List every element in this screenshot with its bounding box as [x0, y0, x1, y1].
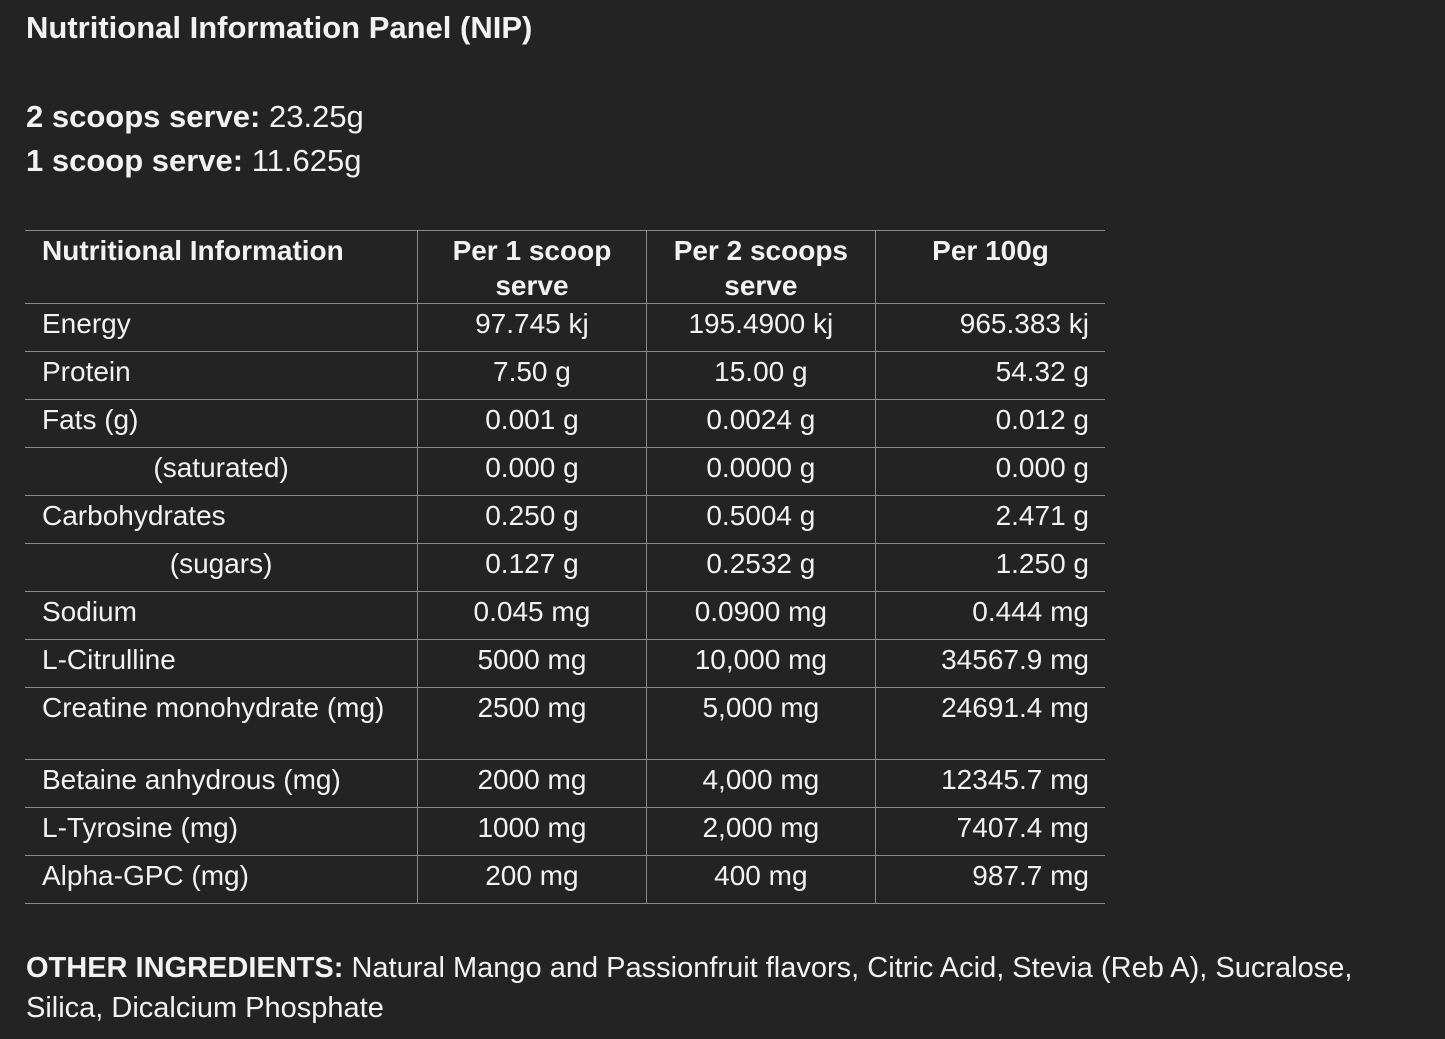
table-row — [25, 808, 1105, 856]
nutrient-name: Protein — [25, 352, 418, 400]
nutrient-name: (saturated) — [25, 448, 418, 496]
per-1-scoop-value: 0.001 g — [418, 400, 646, 448]
per-2-scoops-value: 0.0900 mg — [646, 592, 875, 640]
table-row — [25, 640, 1105, 688]
per-2-scoops-value: 0.2532 g — [646, 544, 875, 592]
panel-title: Nutritional Information Panel (NIP) — [26, 10, 533, 45]
nutrient-name: Betaine anhydrous (mg) — [25, 760, 418, 808]
per-100g-value: 54.32 g — [876, 352, 1105, 400]
per-1-scoop-value: 2500 mg — [418, 688, 646, 760]
table-row — [25, 448, 1105, 496]
per-2-scoops-value: 195.4900 kj — [646, 304, 875, 352]
serve-label: 1 scoop serve: — [26, 143, 244, 178]
per-100g-value: 12345.7 mg — [876, 760, 1105, 808]
per-1-scoop-value: 200 mg — [418, 856, 646, 904]
per-100g-value: 1.250 g — [876, 544, 1105, 592]
table-row — [25, 304, 1105, 352]
header-per-1-scoop: Per 1 scoop serve — [418, 231, 646, 304]
per-1-scoop-value: 5000 mg — [418, 640, 646, 688]
per-100g-value: 0.000 g — [876, 448, 1105, 496]
per-2-scoops-value: 0.5004 g — [646, 496, 875, 544]
table-row — [25, 592, 1105, 640]
header-nutritional-information: Nutritional Information — [25, 231, 418, 304]
per-2-scoops-value: 10,000 mg — [646, 640, 875, 688]
nutrient-name: Carbohydrates — [25, 496, 418, 544]
nutrient-name: L-Tyrosine (mg) — [25, 808, 418, 856]
other-ingredients — [26, 948, 1436, 1028]
table-row — [25, 688, 1105, 760]
nutrient-name: (sugars) — [25, 544, 418, 592]
per-2-scoops-value: 400 mg — [646, 856, 875, 904]
per-2-scoops-value: 0.0000 g — [646, 448, 875, 496]
per-2-scoops-value: 4,000 mg — [646, 760, 875, 808]
nutrient-name: Sodium — [25, 592, 418, 640]
serve-size-one-scoop — [26, 143, 362, 179]
table-row — [25, 400, 1105, 448]
table-row — [25, 856, 1105, 904]
per-1-scoop-value: 1000 mg — [418, 808, 646, 856]
per-2-scoops-value: 5,000 mg — [646, 688, 875, 760]
per-2-scoops-value: 0.0024 g — [646, 400, 875, 448]
per-1-scoop-value: 2000 mg — [418, 760, 646, 808]
per-100g-value: 34567.9 mg — [876, 640, 1105, 688]
table-row — [25, 544, 1105, 592]
per-1-scoop-value: 0.127 g — [418, 544, 646, 592]
per-100g-value: 0.012 g — [876, 400, 1105, 448]
per-2-scoops-value: 2,000 mg — [646, 808, 875, 856]
per-1-scoop-value: 0.045 mg — [418, 592, 646, 640]
other-ingredients-text: Natural Mango and Passionfruit flavors, Citric Acid, Stevia (Reb A), Sucralose, Silica, Dicalcium Phosphate — [26, 952, 1353, 1024]
table-row — [25, 496, 1105, 544]
header-per-2-scoops: Per 2 scoops serve — [646, 231, 875, 304]
table-header-row — [25, 231, 1105, 304]
per-2-scoops-value: 15.00 g — [646, 352, 875, 400]
serve-value: 23.25g — [268, 99, 364, 134]
per-100g-value: 2.471 g — [876, 496, 1105, 544]
per-1-scoop-value: 97.745 kj — [418, 304, 646, 352]
per-100g-value: 965.383 kj — [876, 304, 1105, 352]
serve-value: 11.625g — [251, 143, 362, 178]
table-row — [25, 352, 1105, 400]
nutrient-name: Energy — [25, 304, 418, 352]
per-100g-value: 987.7 mg — [876, 856, 1105, 904]
nutrient-name: Alpha-GPC (mg) — [25, 856, 418, 904]
serve-size-two-scoops — [26, 99, 364, 135]
per-100g-value: 24691.4 mg — [876, 688, 1105, 760]
per-1-scoop-value: 0.000 g — [418, 448, 646, 496]
per-100g-value: 7407.4 mg — [876, 808, 1105, 856]
per-1-scoop-value: 0.250 g — [418, 496, 646, 544]
per-100g-value: 0.444 mg — [876, 592, 1105, 640]
nutrient-name: Fats (g) — [25, 400, 418, 448]
nutrition-table — [25, 230, 1105, 904]
nutrient-name: Creatine monohydrate (mg) — [25, 688, 418, 760]
header-per-100g: Per 100g — [876, 231, 1105, 304]
nutrient-name: L-Citrulline — [25, 640, 418, 688]
other-ingredients-label: OTHER INGREDIENTS: — [26, 952, 344, 984]
table-row — [25, 760, 1105, 808]
serve-label: 2 scoops serve: — [26, 99, 261, 134]
per-1-scoop-value: 7.50 g — [418, 352, 646, 400]
